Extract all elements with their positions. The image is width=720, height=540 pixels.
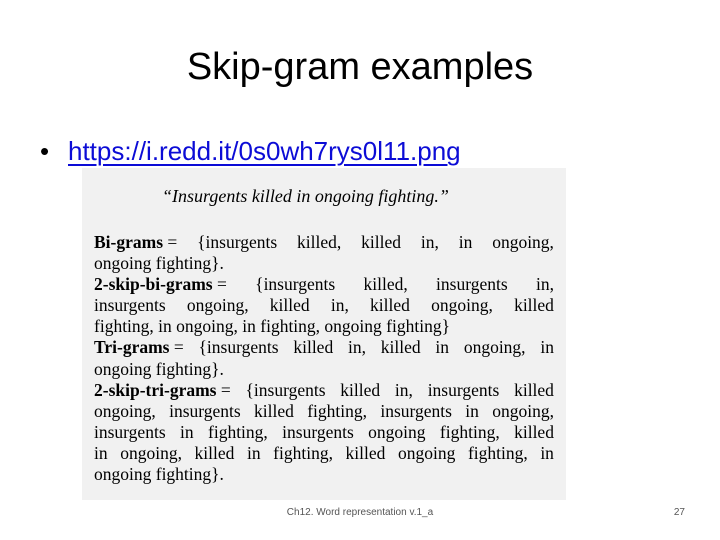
figure-word: killed: [514, 379, 554, 400]
figure-word: killed: [293, 337, 334, 358]
figure-word: in: [180, 421, 194, 442]
figure-word: killed: [340, 379, 381, 400]
figure-word: ongoing,: [94, 400, 156, 421]
figure-line: [94, 443, 554, 464]
figure-word: in: [246, 442, 261, 463]
figure-word: killed,: [297, 232, 342, 252]
figure-line-label: 2-skip-tri-grams =: [94, 379, 231, 400]
figure-word: ongoing,: [463, 337, 526, 358]
figure-line: [94, 253, 554, 274]
figure-line: [94, 380, 554, 401]
figure-word: in,: [347, 337, 366, 358]
figure-quote: “Insurgents killed in ongoing fighting.”: [162, 186, 449, 206]
figure-word: insurgents: [94, 295, 166, 316]
figure-word: in,: [420, 232, 439, 252]
figure-line: [94, 359, 554, 380]
figure-word: killed: [514, 295, 554, 316]
figure-word: ongoing,: [186, 295, 249, 316]
figure-word: in: [540, 442, 554, 463]
figure-word: insurgents: [169, 400, 241, 421]
figure-word: ongoing,: [492, 232, 554, 252]
figure-word: fighting, in ongoing, in fighting, ongoing fighting}: [94, 316, 450, 337]
figure-word: insurgents: [282, 421, 354, 442]
figure-line: [94, 232, 554, 253]
figure-word: ongoing fighting}.: [94, 464, 224, 485]
figure-line: [94, 464, 554, 485]
figure-word: in,: [330, 295, 349, 316]
figure-word: ongoing fighting}.: [94, 253, 224, 274]
figure-line-label: 2-skip-bi-grams =: [94, 274, 227, 295]
figure-word: in: [435, 337, 450, 358]
figure-word: insurgents: [94, 421, 166, 442]
figure-word: killed: [269, 295, 310, 316]
figure-word: killed: [380, 337, 421, 358]
figure-word: insurgents: [427, 379, 500, 400]
figure-word: ongoing,: [431, 295, 493, 316]
figure-word: in: [94, 442, 108, 463]
figure-word: {insurgents: [255, 274, 336, 295]
figure-line-label: Bi-grams =: [94, 232, 178, 252]
figure-word: ongoing fighting}.: [94, 358, 224, 379]
figure-word: fighting,: [439, 421, 500, 442]
figure-word: killed: [254, 400, 294, 421]
figure-word: insurgents: [436, 274, 508, 295]
source-link[interactable]: https://i.redd.it/0s0wh7rys0l11.png: [68, 136, 461, 166]
figure-word: insurgents: [380, 400, 452, 421]
slide-title: Skip-gram examples: [186, 46, 534, 88]
figure-word: {insurgents: [245, 379, 326, 400]
figure-word: ongoing,: [120, 442, 182, 463]
figure-word: ongoing: [368, 421, 426, 442]
figure-word: in,: [535, 274, 554, 295]
skip-gram-figure: [82, 168, 566, 500]
figure-word: killed: [514, 421, 554, 442]
figure-line-label: Tri-grams =: [94, 337, 184, 358]
figure-word: killed: [361, 232, 401, 252]
figure-line: [94, 274, 554, 295]
figure-line: [94, 422, 554, 443]
figure-word: fighting,: [307, 400, 368, 421]
figure-line: [94, 316, 554, 337]
figure-word: in: [540, 337, 554, 358]
figure-word: killed: [370, 295, 410, 316]
figure-word: ongoing,: [492, 400, 554, 421]
figure-word: killed: [194, 442, 235, 463]
page-number: 27: [673, 507, 685, 518]
figure-line: [94, 295, 554, 316]
figure-word: fighting,: [467, 442, 528, 463]
figure-line: [94, 337, 554, 358]
footer-text: Ch12. Word representation v.1_a: [286, 507, 434, 518]
bullet-marker: •: [40, 136, 50, 166]
figure-word: in: [458, 232, 473, 252]
figure-word: {insurgents: [197, 232, 278, 252]
figure-word: killed: [345, 442, 386, 463]
figure-text-block: [94, 232, 554, 485]
figure-word: fighting,: [273, 442, 333, 463]
figure-line: [94, 401, 554, 422]
figure-word: in: [465, 400, 479, 421]
figure-word: fighting,: [208, 421, 268, 442]
figure-word: {insurgents: [198, 337, 279, 358]
figure-word: ongoing: [397, 442, 456, 463]
bullet-item: [40, 135, 461, 169]
figure-word: in,: [394, 379, 413, 400]
figure-word: killed,: [363, 274, 408, 295]
